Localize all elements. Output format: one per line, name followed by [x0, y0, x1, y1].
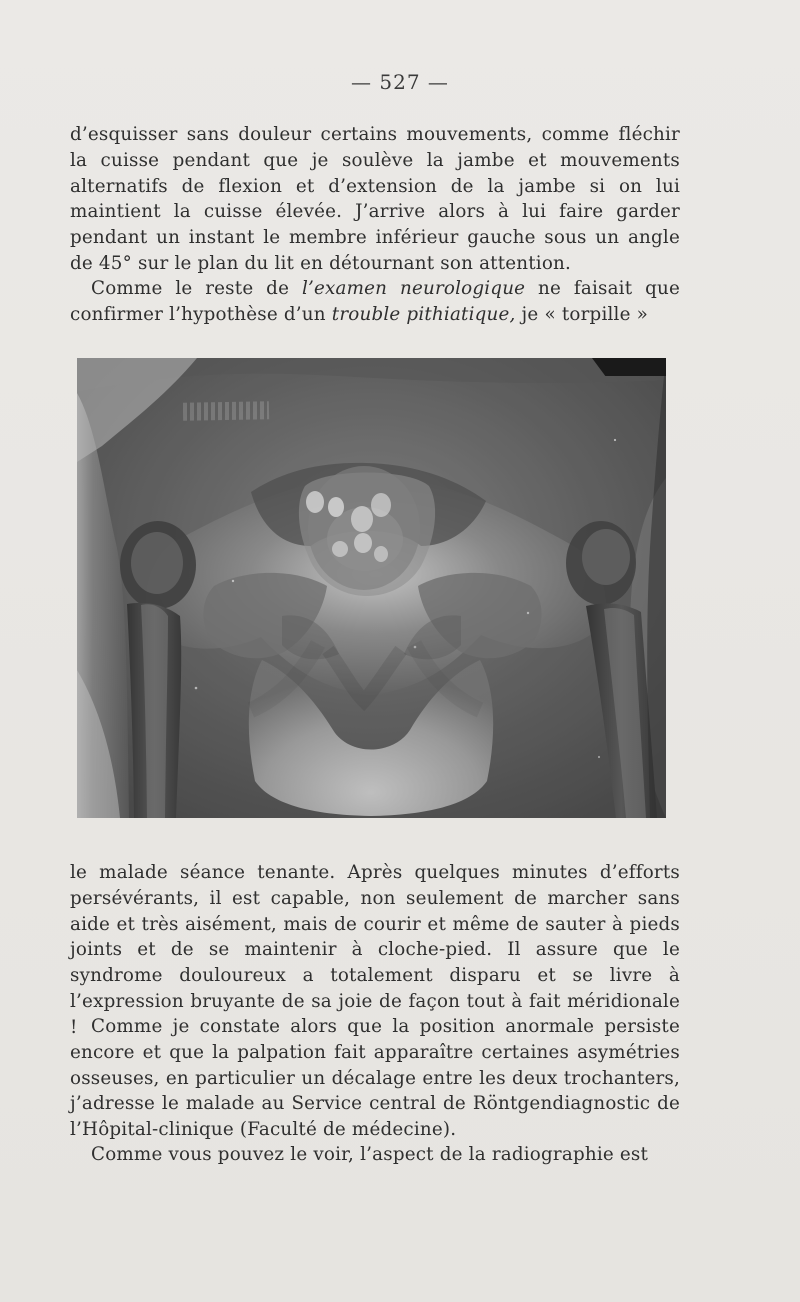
- paragraph-bottom-1: le malade séance tenante. Après quelques minutes d’efforts persévérants, il est capable, non seulement de marcher sans aide et très aisément, mais de courir et même de sauter à pieds joints et de se maintenir à cloche-pied. Il assure que le syndrome douloureux a totalement disparu et se livre à l’expression bruyante de sa joie de façon tout à fait méridionale !: [70, 862, 680, 1038]
- paragraph-top-2-italic-1: l’examen neurologique: [301, 278, 526, 299]
- paragraph-top-1: d’esquisser sans douleur certains mouvements, comme fléchir la cuisse pendant que je soulève la jambe et mouvements alternatifs de flexion et d’extension de la jambe si on lui maintient la cuisse élevée. J’arrive alors à lui faire garder pendant un instant le membre inférieur gauche sous un angle de 45° sur le plan du lit en détournant son attention.: [70, 124, 680, 274]
- paragraph-bottom-3: Comme vous pouvez le voir, l’aspect de la radiographie est: [91, 1144, 649, 1165]
- paragraph-top-2-text-1: Comme le reste de: [91, 278, 302, 299]
- page-number: — 527 —: [351, 70, 449, 94]
- paragraph-top-2: [70, 276, 680, 328]
- pelvis-xray-graphic: [77, 358, 666, 818]
- xray-image: [77, 358, 666, 818]
- paragraph-top-2-text-2: ne faisait que confirmer l’hypothèse d’un: [70, 278, 680, 325]
- paragraph-bottom-2: Comme je constate alors que la position anormale persiste encore et que la palpation fait apparaître certaines asymétries osseuses, en particulier un décalage entre les deux trochanters, j’adresse le malade au Service central de Röntgendiagnostic de l’Hôpital-clinique (Faculté de médecine).: [70, 1016, 680, 1141]
- paragraph-top-2-italic-2: trouble pithiatique,: [331, 303, 516, 325]
- paragraph-top-2-text-3: je « torpille »: [515, 303, 649, 325]
- xray-film-label: [183, 401, 269, 420]
